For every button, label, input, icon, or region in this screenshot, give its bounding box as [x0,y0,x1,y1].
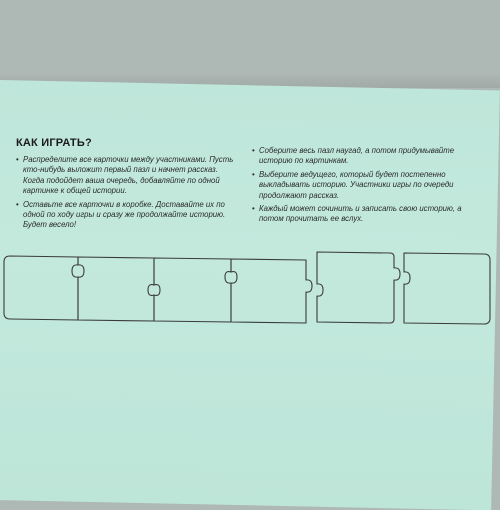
instruction-item: • Каждый может сочинить и записать свою историю, а потом прочитать ее вслух. [252,204,474,225]
puzzle-piece-1 [4,256,78,320]
instruction-item: • Распределите все карточки между участниками. Пусть кто-нибудь выложит первый пазл и начнет рассказ. Когда подойдет ваша очередь, добавляйте по одной картинке к общей истории. [16,155,241,197]
puzzle-piece-5 [317,252,400,323]
instruction-item: • Соберите весь пазл наугад, а потом придумывайте историю по картинкам. [252,146,474,167]
puzzle-piece-6 [404,253,490,324]
instruction-item: • Выберите ведущего, который будет постепенно выкладывать историю. Участники игры по очереди продолжают рассказ. [252,170,474,201]
page-heading: КАК ИГРАТЬ? [16,137,92,149]
puzzle-piece-4 [231,259,312,323]
instruction-item: • Оставьте все карточки в коробке. Доставайте их по одной по ходу игры и сразу же продолжайте историю. Будет весело! [16,200,241,231]
